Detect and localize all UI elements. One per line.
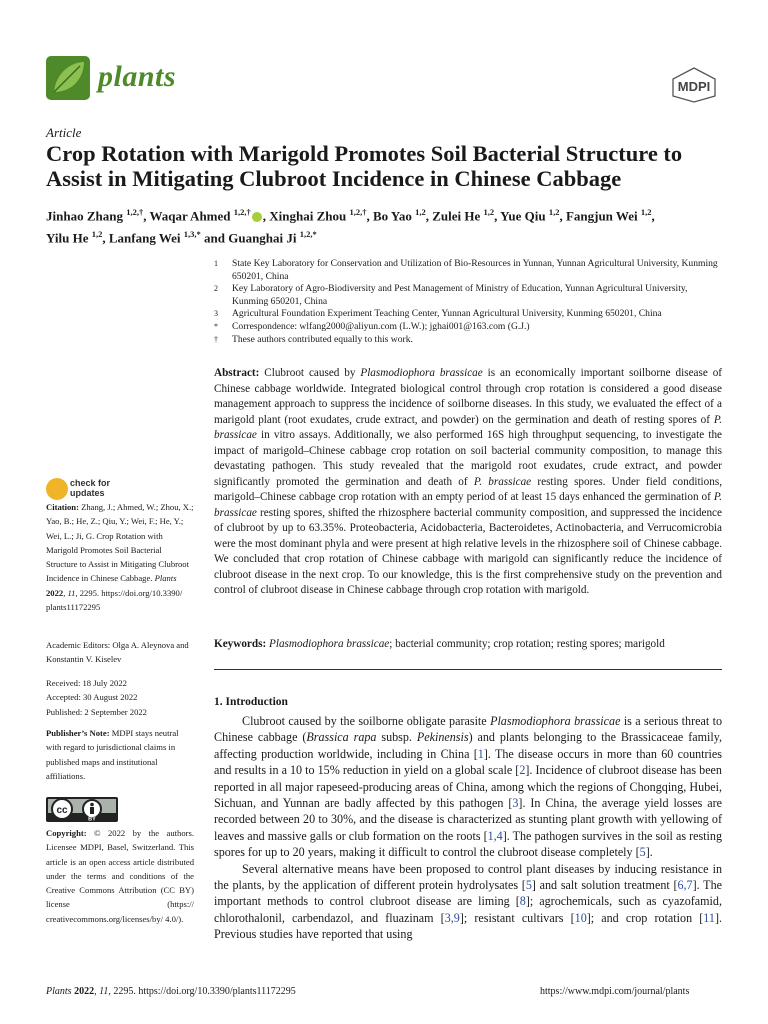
orcid-icon[interactable] <box>252 212 262 222</box>
publisher-note: Publisher’s Note: MDPI stays neutral with regard to jurisdictional claims in published maps and institutional affiliations. <box>46 728 179 781</box>
check-for-updates-icon[interactable] <box>46 478 68 500</box>
dates <box>46 676 194 719</box>
introduction-body <box>214 713 722 943</box>
reference-link[interactable]: 3 <box>512 796 519 811</box>
equal-contribution-note: † These authors contributed equally to this work. <box>214 333 413 345</box>
author-list: Jinhao Zhang $^{1,2,\dagger}$, Waqar Ahmed $^{1,2,\dagger}$ , Xinghai Zhou $^{1,2,\dagger}$, Bo Yao $^{1,2}$, Zulei He $^{1,2}$, Yue Qiu $^{1,2}$, Fangjun Wei $^{1,2}$, Yilu He $^{1,2}$, Lanfang Wei $^{1,3,*}$ and Guanghai Ji $^{1,2,*}$ <box>46 207 655 246</box>
check-for-updates-label[interactable]: check for updates <box>70 478 111 498</box>
affiliation-1: 1 State Key Laboratory for Conservation and Utilization of Bio-Resources in Yunnan, Yunnan Agricultural University, Kunming 650201, China <box>214 258 718 282</box>
author: Zulei He <box>432 208 481 224</box>
paragraph: Clubroot caused by the soilborne obligate parasite Plasmodiophora brassicae is a serious threat to Chinese cabbage (Brassica rapa subsp. Pekinensis) and plants belonging to the Brassicaceae family, affecting production worldwide, including in China [1]. The disease occurs in more than 60 countries and results in a 10 to 15% reduction in yield on a global scale [2]. Incidence of clubroot disease has been reported in all major rapeseed-producing areas of China, among which the regions of Chongqing, Hubei, Sichuan, and Yunnan are badly affected by this pathogen [3]. In China, the average yield losses are recorded between 20 to 30%, and the disease is characterized as stunting plant growth with yellowing of leaves and massive galls or club formation on the roots [1,4]. The pathogen survives in the soil as resting spores for up to 20 years, making it difficult to control the clubroot disease completely [5]. <box>214 714 723 860</box>
paper-title: Crop Rotation with Marigold Promotes Soil Bacterial Structure to Assist in Mitigating Clubroot Incidence in Chinese Cabbage <box>46 141 683 191</box>
divider <box>214 669 722 670</box>
svg-text:cc: cc <box>56 805 68 816</box>
section-heading: 1. Introduction <box>214 696 288 708</box>
reference-link[interactable]: 1,4 <box>487 828 503 843</box>
author: Lanfang Wei <box>108 230 181 246</box>
reference-link[interactable]: 1 <box>477 746 484 761</box>
accepted-date: Accepted: 30 August 2022 <box>46 692 138 703</box>
affiliations <box>214 258 724 346</box>
affiliation-2: 2 Key Laboratory of Agro-Biodiversity and Pest Management of Ministry of Education, Yunnan Agricultural University, Kunming 650201, China <box>214 283 688 307</box>
author: Guanghai Ji <box>228 230 297 246</box>
citation: Citation: Zhang, J.; Ahmed, W.; Zhou, X.; Yao, B.; He, Z.; Qiu, Y.; Wei, F.; He, Y.; Wei, L.; Ji, G. Crop Rotation with Marigold Promotes Soil Bacterial Structure to Assist in Mitigating Clubroot Incidence in Chinese Cabbage. Plants 2022, 11, 2295. https://doi.org/10.3390/ plants11172295 <box>46 502 194 613</box>
plants-leaf-logo <box>46 56 90 100</box>
reference-link[interactable]: 5 <box>639 845 646 860</box>
author: Jinhao Zhang <box>46 208 123 224</box>
author: Bo Yao <box>372 208 412 224</box>
reference-link[interactable]: 3,9 <box>444 910 460 925</box>
copyright: Copyright: © 2022 by the authors. Licensee MDPI, Basel, Switzerland. This article is an open access article distributed under the terms and conditions of the Creative Commons Attribution (CC BY) license (https:// creativecommons.org/licenses/by/ 4.0/). <box>46 828 194 924</box>
affiliation-3: 3 Agricultural Foundation Experiment Teaching Center, Yunnan Agricultural University, Kunming 650201, China <box>214 308 662 320</box>
reference-link[interactable]: 2 <box>519 763 526 778</box>
keywords: Keywords: Plasmodiophora brassicae; bacterial community; crop rotation; resting spores; marigold <box>214 638 665 650</box>
academic-editors: Academic Editors: Olga A. Aleynova and Konstantin V. Kiselev <box>46 640 189 665</box>
mdpi-logo <box>668 67 720 103</box>
published-date: Published: 2 September 2022 <box>46 706 147 717</box>
author: Fangjun Wei <box>565 208 638 224</box>
reference-link[interactable]: 10 <box>574 910 587 925</box>
reference-link[interactable]: 11 <box>703 910 715 925</box>
reference-link[interactable]: 8 <box>519 894 526 909</box>
author: Yilu He <box>46 230 89 246</box>
mdpi-text: MDPI <box>677 79 711 94</box>
svg-text:BY: BY <box>88 816 96 822</box>
author: Waqar Ahmed <box>149 208 231 224</box>
received-date: Received: 18 July 2022 <box>46 678 127 688</box>
cc-by-license-icon[interactable] <box>46 797 118 822</box>
reference-link[interactable]: 5 <box>525 878 532 893</box>
author: Yue Qiu <box>500 208 546 224</box>
journal-name: plants <box>98 60 177 93</box>
article-type: Article <box>46 125 82 140</box>
footer-journal-url[interactable]: https://www.mdpi.com/journal/plants <box>540 986 690 997</box>
footer-citation: Plants 2022, 11, 2295. https://doi.org/10.3390/plants11172295 <box>46 986 296 997</box>
author: Xinghai Zhou <box>269 208 347 224</box>
paragraph: Several alternative means have been proposed to control plant diseases by inducing resistance in the plants, by the application of different protein hydrolysates [5] and salt solution treatment [6,7]. The important methods to control clubroot disease are liming [8]; agrochemicals, such as cyazofamid, chlorothalonil, carbendazol, and fluazinam [3,9]; resistant cultivars [10]; and crop rotation [11]. Previous studies have reported that using <box>214 861 722 942</box>
reference-link[interactable]: 6,7 <box>677 878 693 893</box>
abstract: Abstract: Clubroot caused by Plasmodiophora brassicae is an economically important soilborne disease of Chinese cabbage worldwide. Integrated biological control through crop rotation is considered a good disease management approach to suppress the incidence of soilborne diseases. In this study, we evaluated the effect of a marigold plant (root exudates, crude extract, and powder) on the germination and death of resting spores of P. brassicae in vitro assays. Additionally, we also performed 16S high throughput sequencing, to investigate the impact of marigold–Chinese cabbage crop rotation on soil bacterial community composition, to manage this devastating pathogen. This study revealed that the marigold root exudates, crude extract, and powder significantly promoted the germination and death of P. brassicae resting spores. Under field conditions, marigold–Chinese cabbage crop rotation with an empty period of at least 15 days enhanced the germination of P. brassicae resting spores, shifted the rhizosphere bacterial community composition, and suppressed the incidence of clubroot by up to 63.35%. Proteobacteria, Acidobacteria, Bacteroidetes, Actinobacteria, and Verrucomicrobia were the most dominant phyla and were present at high relative levels in the rhizosphere soil of Chinese cabbage. We concluded that crop rotation of Chinese cabbage with marigold can significantly reduce the incidence of clubroot disease in the next crop. To our knowledge, this is the first comprehensive study on the prevention and control of clubroot disease in Chinese cabbage through crop rotation with marigold. <box>214 367 723 596</box>
correspondence: * Correspondence: wlfang2000@aliyun.com (L.W.); jghai001@163.com (G.J.) <box>214 320 530 332</box>
